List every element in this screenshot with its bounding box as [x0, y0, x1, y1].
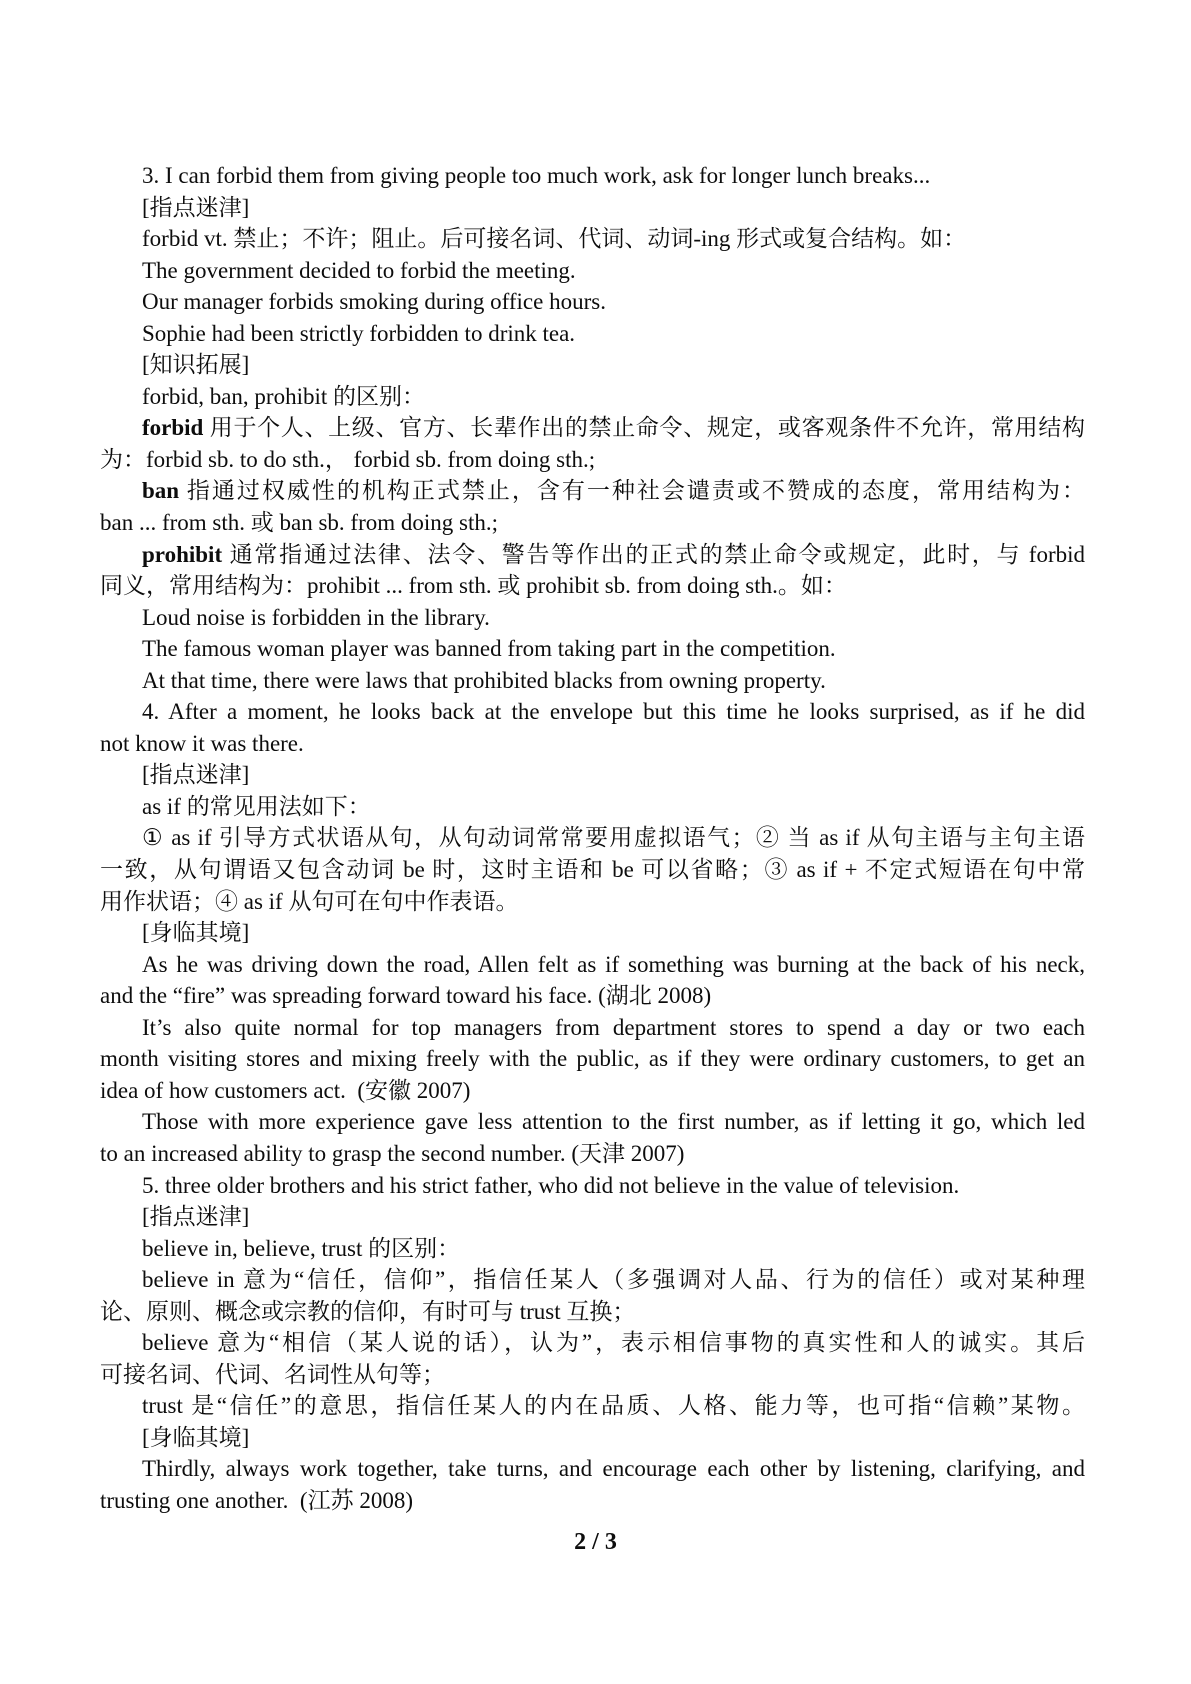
text-line: 可接名词、代词、名词性从句等；	[100, 1361, 445, 1387]
text-line: The famous woman player was banned from taking part in the competition.	[142, 636, 836, 662]
text-line: 4. After a moment, he looks back at the envelope but this time he looks surprised, as if he did	[142, 699, 1085, 725]
text-line: idea of how customers act. (安徽 2007)	[100, 1077, 471, 1103]
text-line: [指点迷津]	[142, 1204, 250, 1230]
text-line: The government decided to forbid the meeting.	[142, 257, 576, 283]
text-line: 同义，常用结构为：prohibit ... from sth. 或 prohibit sb. from doing sth.。如：	[100, 573, 847, 599]
text-line: ban ... from sth. 或 ban sb. from doing sth.;	[100, 510, 498, 536]
text-line: [指点迷津]	[142, 194, 250, 220]
text-line: 3. I can forbid them from giving people too much work, ask for longer lunch breaks...	[142, 163, 931, 188]
text-line: Loud noise is forbidden in the library.	[142, 604, 490, 630]
bold-term: prohibit	[142, 541, 223, 567]
text-line: 5. three older brothers and his strict father, who did not believe in the value of television.	[142, 1172, 960, 1198]
text-line: [身临其境]	[142, 1424, 250, 1450]
text-line: prohibit 通常指通过法律、法令、警告等作出的正式的禁止命令或规定，此时，与 forbid	[142, 541, 1085, 567]
text-line: [指点迷津]	[142, 762, 250, 788]
text-line: Our manager forbids smoking during office hours.	[142, 289, 606, 315]
text-line: 论、原则、概念或宗教的信仰，有时可与 trust 互换；	[100, 1298, 636, 1324]
text-line: It’s also quite normal for top managers from department stores to spend a day or two each	[142, 1014, 1085, 1040]
bold-term: forbid	[142, 415, 204, 441]
text-line: 一致，从句谓语又包含动词 be 时，这时主语和 be 可以省略；③ as if + 不定式短语在句中常	[100, 857, 1085, 883]
text-line: [知识拓展]	[142, 352, 250, 378]
text-line: forbid 用于个人、上级、官方、长辈作出的禁止命令、规定，或客观条件不允许，常用结构	[142, 415, 1085, 441]
page-footer	[0, 1526, 1191, 1558]
text-line: trusting one another. (江苏 2008)	[100, 1487, 414, 1513]
text-line: not know it was there.	[100, 730, 304, 756]
bold-term: ban	[142, 478, 180, 504]
text-line: 为：forbid sb. to do sth.， forbid sb. from doing sth.;	[100, 446, 596, 472]
text-line: trust 是“信任”的意思，指信任某人的内在品质、人格、能力等，也可指“信赖”某物。	[142, 1393, 1085, 1419]
text-line: 用作状语；④ as if 从句可在句中作表语。	[100, 888, 519, 914]
text-line: to an increased ability to grasp the second number. (天津 2007)	[100, 1140, 685, 1166]
text-line: as if 的常见用法如下：	[142, 793, 371, 819]
page-number: 2 / 3	[574, 1529, 617, 1555]
text-line: believe in 意为“信任，信仰”，指信任某人（多强调对人品、行为的信任）或对某种理	[142, 1267, 1085, 1293]
text-line: and the “fire” was spreading forward toward his face. (湖北 2008)	[100, 983, 712, 1009]
text-line: At that time, there were laws that prohibited blacks from owning property.	[142, 667, 826, 693]
text-line: ① as if 引导方式状语从句，从句动词常常要用虚拟语气；② 当 as if 从句主语与主句主语	[142, 825, 1085, 851]
text-line: believe in, believe, trust 的区别：	[142, 1235, 461, 1261]
text-line: month visiting stores and mixing freely with the public, as if they were ordinary customers, to get an	[100, 1046, 1085, 1072]
text-line: As he was driving down the road, Allen felt as if something was burning at the back of his neck,	[142, 951, 1085, 977]
text-line: Thirdly, always work together, take turns, and encourage each other by listening, clarifying, and	[142, 1456, 1085, 1482]
document-body	[100, 160, 1085, 1517]
text-line: forbid, ban, prohibit 的区别：	[142, 383, 425, 409]
text-line: Those with more experience gave less attention to the first number, as if letting it go, which led	[142, 1109, 1085, 1135]
text-line: Sophie had been strictly forbidden to drink tea.	[142, 320, 576, 346]
text-line: forbid vt. 禁止；不许；阻止。后可接名词、代词、动词-ing 形式或复合结构。如：	[142, 226, 967, 252]
text-line: ban 指通过权威性的机构正式禁止，含有一种社会谴责或不赞成的态度，常用结构为：	[142, 478, 1085, 504]
text-line: [身临其境]	[142, 920, 250, 946]
text-line: believe 意为“相信（某人说的话），认为”，表示相信事物的真实性和人的诚实。其后	[142, 1330, 1085, 1356]
